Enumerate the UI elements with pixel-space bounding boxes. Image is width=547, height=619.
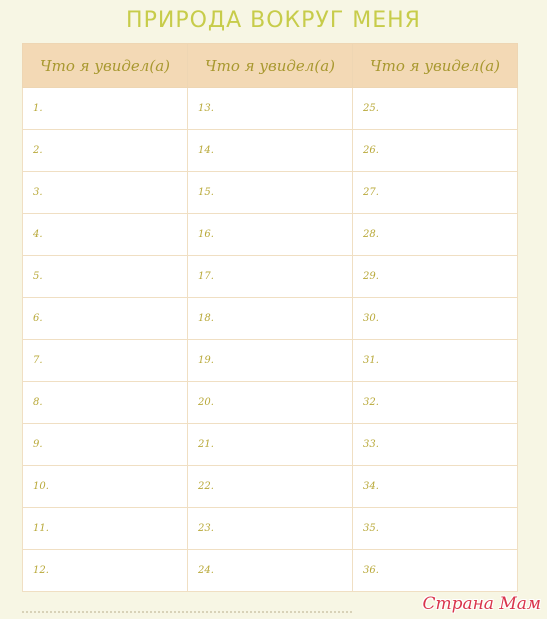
- column-header: Что я увидел(а): [23, 44, 188, 88]
- table-cell[interactable]: 8.: [23, 382, 188, 424]
- table-cell[interactable]: 35.: [353, 508, 518, 550]
- table-cell[interactable]: 17.: [188, 256, 353, 298]
- table-cell[interactable]: 19.: [188, 340, 353, 382]
- table-cell[interactable]: 18.: [188, 298, 353, 340]
- table-row: [23, 298, 518, 340]
- table-row: [23, 508, 518, 550]
- table-cell[interactable]: 7.: [23, 340, 188, 382]
- column-header: Что я увидел(а): [188, 44, 353, 88]
- table-cell[interactable]: 20.: [188, 382, 353, 424]
- table-cell[interactable]: 32.: [353, 382, 518, 424]
- table-cell[interactable]: 22.: [188, 466, 353, 508]
- table-row: [23, 382, 518, 424]
- table-row: [23, 88, 518, 130]
- table-row: [23, 550, 518, 592]
- page-title: ПРИРОДА ВОКРУГ МЕНЯ: [126, 8, 421, 33]
- table-cell[interactable]: 28.: [353, 214, 518, 256]
- table-cell[interactable]: 27.: [353, 172, 518, 214]
- table-cell[interactable]: 31.: [353, 340, 518, 382]
- table-header-row: [23, 44, 518, 88]
- table-cell[interactable]: 25.: [353, 88, 518, 130]
- table-cell[interactable]: 11.: [23, 508, 188, 550]
- table-row: [23, 130, 518, 172]
- observation-table: [22, 43, 518, 592]
- table-cell[interactable]: 23.: [188, 508, 353, 550]
- table-cell[interactable]: 12.: [23, 550, 188, 592]
- footer-divider: [22, 611, 352, 613]
- table-cell[interactable]: 36.: [353, 550, 518, 592]
- column-header: Что я увидел(а): [353, 44, 518, 88]
- table-cell[interactable]: 6.: [23, 298, 188, 340]
- table-row: [23, 214, 518, 256]
- table-cell[interactable]: 24.: [188, 550, 353, 592]
- table-cell[interactable]: 1.: [23, 88, 188, 130]
- table-cell[interactable]: 5.: [23, 256, 188, 298]
- table-cell[interactable]: 14.: [188, 130, 353, 172]
- table-cell[interactable]: 10.: [23, 466, 188, 508]
- table-cell[interactable]: 13.: [188, 88, 353, 130]
- table-row: [23, 256, 518, 298]
- table-row: [23, 424, 518, 466]
- table-cell[interactable]: 16.: [188, 214, 353, 256]
- table-cell[interactable]: 9.: [23, 424, 188, 466]
- watermark-logo: Страна Мам: [422, 594, 541, 614]
- table-cell[interactable]: 33.: [353, 424, 518, 466]
- table-cell[interactable]: 30.: [353, 298, 518, 340]
- table-cell[interactable]: 15.: [188, 172, 353, 214]
- table-cell[interactable]: 34.: [353, 466, 518, 508]
- table-cell[interactable]: 2.: [23, 130, 188, 172]
- table-cell[interactable]: 3.: [23, 172, 188, 214]
- table-row: [23, 340, 518, 382]
- table-row: [23, 172, 518, 214]
- table-cell[interactable]: 21.: [188, 424, 353, 466]
- table-cell[interactable]: 26.: [353, 130, 518, 172]
- table-cell[interactable]: 4.: [23, 214, 188, 256]
- table-row: [23, 466, 518, 508]
- table-cell[interactable]: 29.: [353, 256, 518, 298]
